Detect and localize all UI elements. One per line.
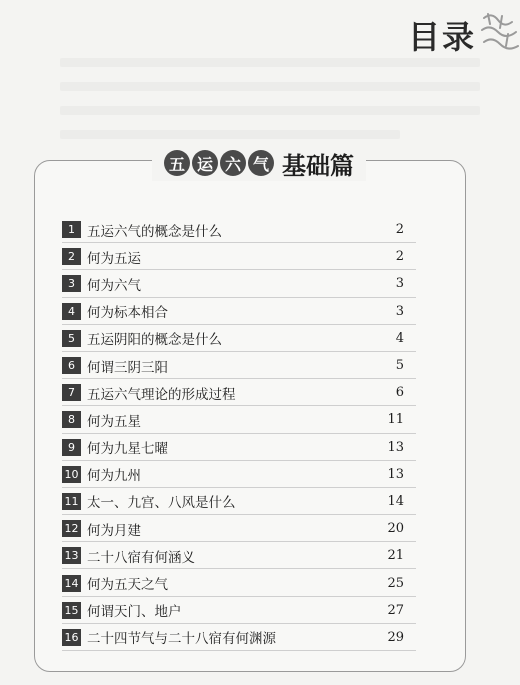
toc-entry[interactable] <box>62 597 416 624</box>
entry-page: 25 <box>387 575 404 591</box>
entry-number: 3 <box>62 275 81 292</box>
toc-entry[interactable] <box>62 406 416 433</box>
entry-number: 1 <box>62 221 81 238</box>
entry-number: 2 <box>62 248 81 265</box>
toc-entry[interactable] <box>62 488 416 515</box>
entry-title: 何谓天门、地户 <box>87 604 182 621</box>
entry-number: 15 <box>62 602 81 619</box>
toc-list <box>62 216 416 651</box>
entry-page: 14 <box>387 493 404 509</box>
entry-page: 29 <box>387 629 404 645</box>
entry-title: 二十四节气与二十八宿有何渊源 <box>87 631 276 648</box>
entry-page: 3 <box>395 303 404 319</box>
entry-number: 13 <box>62 547 81 564</box>
toc-entry[interactable] <box>62 298 416 325</box>
entry-title: 何为五天之气 <box>87 577 168 594</box>
entry-title: 二十八宿有何涵义 <box>87 549 195 566</box>
entry-number: 5 <box>62 330 81 347</box>
page-title: 目录 <box>408 18 477 56</box>
entry-page: 13 <box>387 466 404 482</box>
entry-page: 11 <box>387 412 404 428</box>
toc-entry[interactable] <box>62 461 416 488</box>
dragon-ornament-icon <box>478 10 520 56</box>
entry-title: 何为九州 <box>87 468 141 485</box>
entry-title: 何为五运 <box>87 250 141 267</box>
section-badge: 六 <box>220 150 246 176</box>
entry-page: 5 <box>395 358 404 374</box>
entry-number: 11 <box>62 493 81 510</box>
entry-title: 何为五星 <box>87 413 141 430</box>
entry-page: 6 <box>395 385 404 401</box>
toc-entry[interactable] <box>62 542 416 569</box>
entry-number: 9 <box>62 439 81 456</box>
entry-page: 3 <box>395 276 404 292</box>
entry-title: 何为六气 <box>87 277 141 294</box>
bleed-through-line <box>60 58 480 67</box>
entry-page: 13 <box>387 439 404 455</box>
entry-number: 10 <box>62 466 81 483</box>
entry-title: 五运阴阳的概念是什么 <box>87 332 222 349</box>
entry-number: 12 <box>62 520 81 537</box>
toc-entry[interactable] <box>62 434 416 461</box>
entry-number: 7 <box>62 384 81 401</box>
entry-page: 27 <box>387 602 404 618</box>
toc-entry[interactable] <box>62 352 416 379</box>
entry-page: 4 <box>395 330 404 346</box>
bleed-through-line <box>60 130 400 139</box>
section-badge: 运 <box>192 150 218 176</box>
entry-number: 8 <box>62 411 81 428</box>
entry-title: 五运六气理论的形成过程 <box>87 386 236 403</box>
entry-page: 20 <box>387 521 404 537</box>
entry-page: 2 <box>395 222 404 238</box>
entry-page: 2 <box>395 249 404 265</box>
entry-title: 何谓三阴三阳 <box>87 359 168 376</box>
entry-title: 何为标本相合 <box>87 305 168 322</box>
entry-title: 何为月建 <box>87 522 141 539</box>
section-banner <box>152 145 366 181</box>
entry-page: 21 <box>387 548 404 564</box>
toc-entry[interactable] <box>62 243 416 270</box>
bleed-through-line <box>60 82 480 91</box>
entry-number: 4 <box>62 303 81 320</box>
entry-number: 6 <box>62 357 81 374</box>
toc-entry[interactable] <box>62 515 416 542</box>
entry-rule <box>62 650 416 651</box>
section-title: 基础篇 <box>282 150 354 180</box>
entry-title: 五运六气的概念是什么 <box>87 223 222 240</box>
bleed-through-line <box>60 106 480 115</box>
section-badge: 气 <box>248 150 274 176</box>
toc-entry[interactable] <box>62 624 416 651</box>
entry-number: 14 <box>62 575 81 592</box>
toc-entry[interactable] <box>62 216 416 243</box>
section-badge: 五 <box>164 150 190 176</box>
toc-entry[interactable] <box>62 270 416 297</box>
toc-entry[interactable] <box>62 379 416 406</box>
toc-entry[interactable] <box>62 569 416 596</box>
entry-title: 何为九星七曜 <box>87 441 168 458</box>
entry-number: 16 <box>62 629 81 646</box>
toc-entry[interactable] <box>62 325 416 352</box>
entry-title: 太一、九宫、八风是什么 <box>87 495 236 512</box>
